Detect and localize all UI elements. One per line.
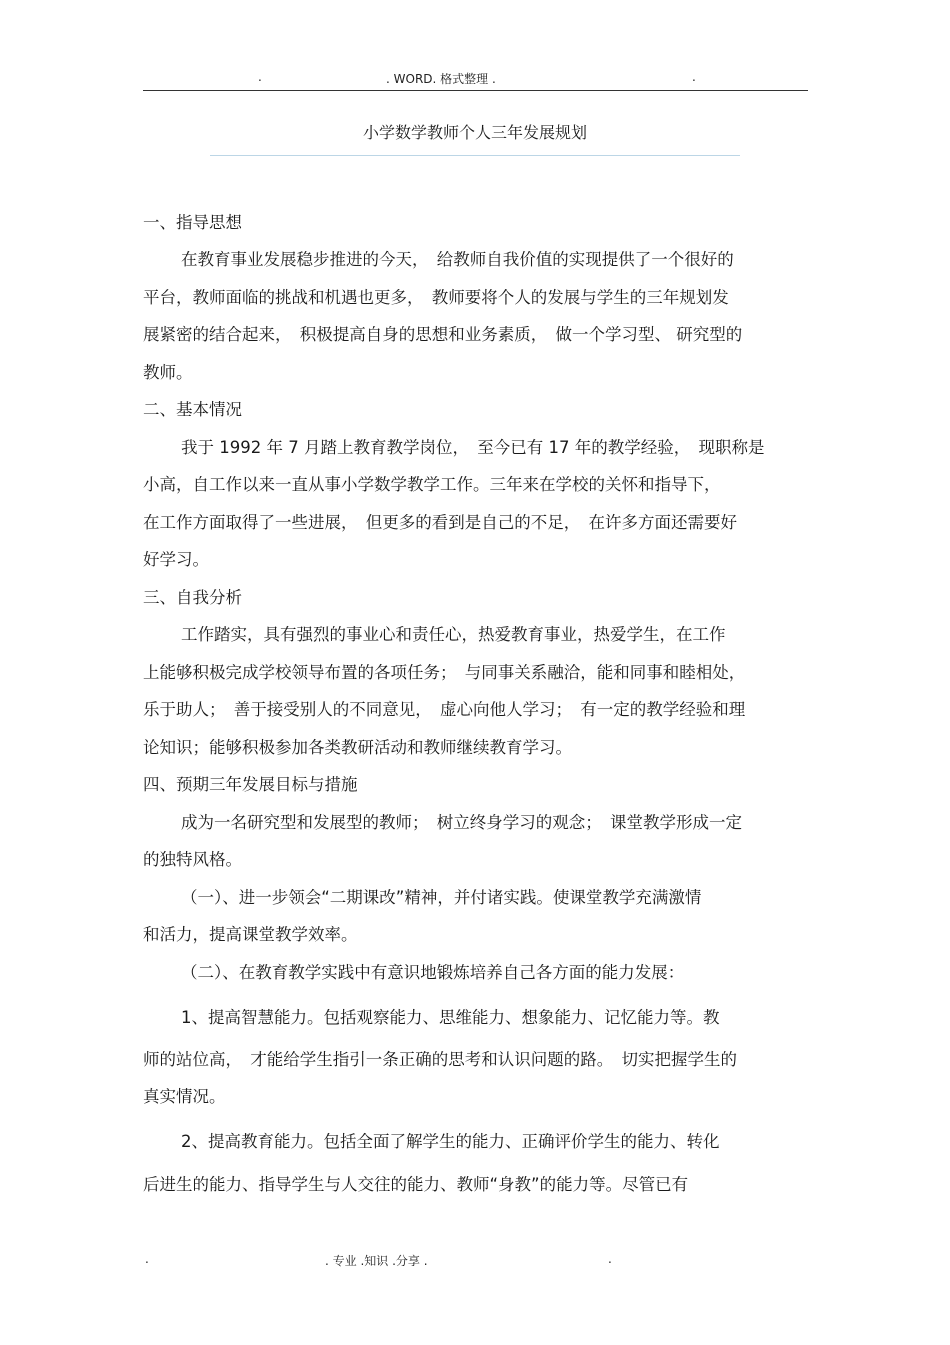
document-title: 小学数学教师个人三年发展规划: [362, 123, 587, 142]
paragraph-line: 和活力，提高课堂教学效率。: [143, 925, 358, 944]
paragraph-line: 上能够积极完成学校领导布置的各项任务； 与同事关系融洽，能和同事和睦相处，: [143, 663, 746, 682]
paragraph-line: 成为一名研究型和发展型的教师； 树立终身学习的观念； 课堂教学形成一定: [181, 813, 742, 832]
paragraph-line: 教师。: [143, 363, 193, 382]
paragraph-line: 我于 1992 年 7 月踏上教育教学岗位， 至今已有 17 年的教学经验， 现职称是: [181, 438, 765, 457]
heading-goals-measures: 四、预期三年发展目标与措施: [143, 775, 358, 794]
paragraph-line: 在工作方面取得了一些进展， 但更多的看到是自己的不足， 在许多方面还需要好: [143, 513, 737, 532]
paragraph-line: 乐于助人； 善于接受别人的不同意见， 虚心向他人学习； 有一定的教学经验和理: [143, 700, 746, 719]
paragraph-line: 小高，自工作以来一直从事小学数学教学工作。三年来在学校的关怀和指导下，: [143, 475, 721, 494]
paragraph-line: 论知识；能够积极参加各类教研活动和教师继续教育学习。: [143, 738, 572, 757]
header-right-dot: .: [692, 70, 696, 84]
paragraph-line: 的独特风格。: [143, 850, 242, 869]
paragraph-line: 平台，教师面临的挑战和机遇也更多， 教师要将个人的发展与学生的三年规划发: [143, 288, 729, 307]
paragraph-line: （一）、进一步领会“二期课改”精神，并付诸实践。使课堂教学充满激情: [181, 888, 702, 907]
paragraph-line: （二）、在教育教学实践中有意识地锻炼培养自己各方面的能力发展：: [181, 963, 685, 982]
paragraph-line: 1、提高智慧能力。包括观察能力、思维能力、想象能力、记忆能力等。教: [181, 1008, 720, 1027]
heading-basic-situation: 二、基本情况: [143, 400, 242, 419]
footer-right-dot: .: [608, 1252, 612, 1266]
paragraph-line: 真实情况。: [143, 1087, 226, 1106]
paragraph-line: 2、提高教育能力。包括全面了解学生的能力、正确评价学生的能力、转化: [181, 1132, 720, 1151]
paragraph-line: 后进生的能力、指导学生与人交往的能力、教师“身教”的能力等。尽管已有: [143, 1175, 689, 1194]
paragraph-line: 好学习。: [143, 550, 209, 569]
header-left-dot: .: [258, 70, 262, 84]
header-rule: [143, 90, 808, 91]
paragraph-line: 师的站位高， 才能给学生指引一条正确的思考和认识问题的路。 切实把握学生的: [143, 1050, 737, 1069]
heading-self-analysis: 三、自我分析: [143, 588, 242, 607]
footer-left-dot: .: [145, 1252, 149, 1266]
header-text: . WORD. 格式整理 .: [386, 72, 496, 86]
heading-guiding-thought: 一、指导思想: [143, 213, 242, 232]
paragraph-line: 展紧密的结合起来， 积极提高自身的思想和业务素质， 做一个学习型、 研究型的: [143, 325, 743, 344]
paragraph-line: 在教育事业发展稳步推进的今天， 给教师自我价值的实现提供了一个很好的: [181, 250, 734, 269]
title-underline: [210, 155, 740, 156]
footer-text: . 专业 .知识 .分享 .: [325, 1254, 428, 1268]
paragraph-line: 工作踏实，具有强烈的事业心和责任心，热爱教育事业，热爱学生，在工作: [181, 625, 726, 644]
